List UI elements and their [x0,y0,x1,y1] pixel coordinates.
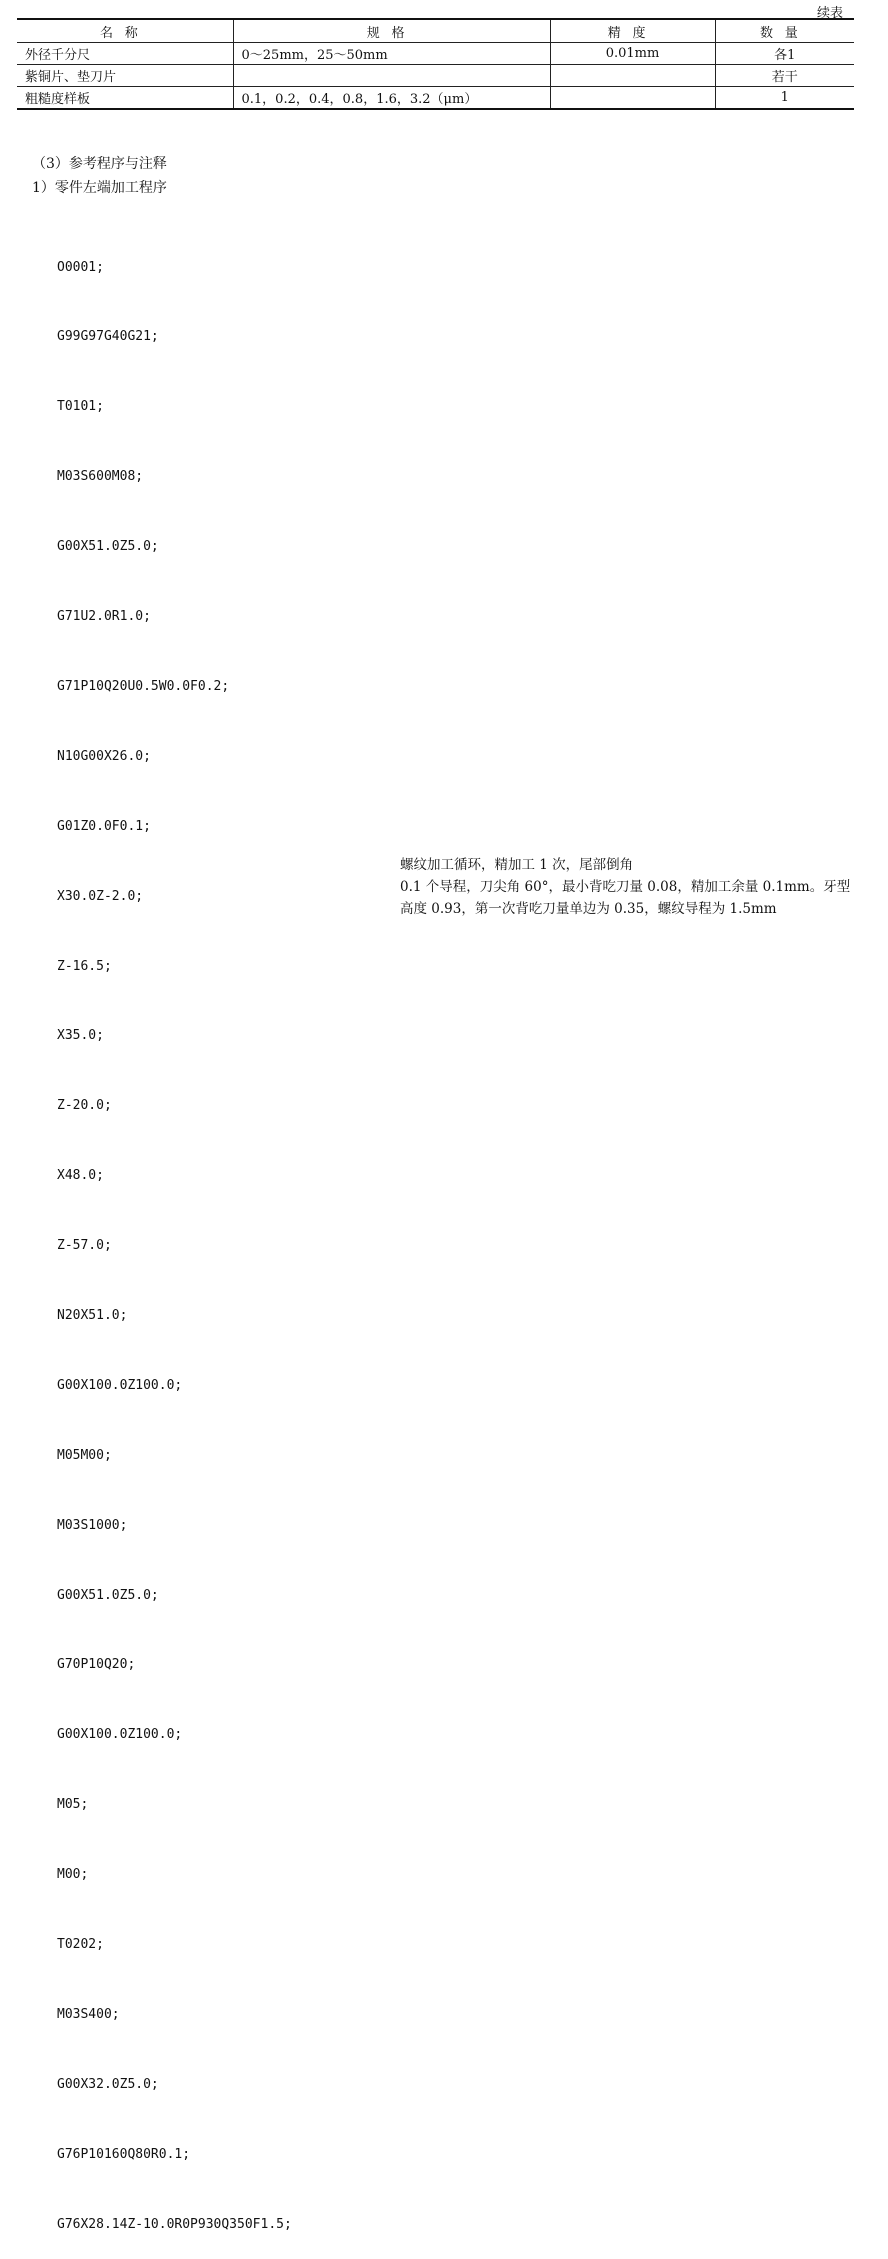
code-line: Z-57.0; [57,1238,112,1254]
code-line: G00X32.0Z5.0; [57,2076,159,2092]
header-name: 名称 [17,19,233,43]
code-line: G99G97G40G21; [57,329,159,345]
code-line: T0101; [57,399,104,415]
table-row [17,87,854,110]
code-line: X30.0Z-2.0; [57,888,144,904]
table-row [17,65,854,87]
code-line: Z-20.0; [57,1098,112,1114]
cell-spec: 0～25mm，25～50mm [233,43,550,65]
cell-spec [233,65,550,87]
code-line: G71P10Q20U0.5W0.0F0.2; [57,678,230,694]
code-line: G76X28.14Z-10.0R0P930Q350F1.5; [57,2216,292,2232]
code-line: G71U2.0R1.0; [57,609,151,625]
code-line: G00X100.0Z100.0; [57,1727,183,1743]
cell-precision [550,87,715,110]
table-row [17,43,854,65]
cell-precision [550,65,715,87]
code-line: G00X51.0Z5.0; [57,1587,159,1603]
cell-spec: 0.1，0.2，0.4，0.8，1.6，3.2（μm） [233,87,550,110]
code-line: M03S1000; [57,1517,128,1533]
code-line: M03S400; [57,2006,120,2022]
code-line: M05; [57,1797,89,1813]
code-line: G00X100.0Z100.0; [57,1377,183,1393]
cell-name: 外径千分尺 [17,43,233,65]
cell-quantity: 若干 [715,65,854,87]
section-heading: （3）参考程序与注释 [32,156,167,172]
code-line: X35.0; [57,1028,104,1044]
table-header-row [17,19,854,43]
annotation-line: 螺纹加工循环，精加工 1 次，尾部倒角 [400,857,634,873]
code-line: T0202; [57,1936,104,1952]
code-line: M05M00; [57,1447,112,1463]
code-line: M03S600M08; [57,469,144,485]
code-line: G00X51.0Z5.0; [57,539,159,555]
code-line: N20X51.0; [57,1307,128,1323]
cell-name: 紫铜片、垫刀片 [17,65,233,87]
cell-name: 粗糙度样板 [17,87,233,110]
header-precision: 精度 [550,19,715,43]
code-line: Z-16.5; [57,958,112,974]
code-line: M00; [57,1867,89,1883]
annotation-line: 0.1 个导程，刀尖角 60°，最小背吃刀量 0.08，精加工余量 0.1mm。牙型高度 0.93，第一次背吃刀量单边为 0.35，螺纹导程为 1.5mm [400,879,851,917]
code-line: G01Z0.0F0.1; [57,818,151,834]
continued-table-label: 续表 [816,6,843,21]
code-line: G76P10160Q80R0.1; [57,2146,191,2162]
code-line: O0001; [57,259,104,275]
cell-quantity: 1 [715,87,854,110]
sub-heading: 1）零件左端加工程序 [32,180,167,196]
tool-spec-table [17,18,854,110]
header-quantity: 数量 [715,19,854,43]
code-annotation [400,854,858,920]
code-line: X48.0; [57,1168,104,1184]
program-code-block [57,209,292,2259]
cell-quantity: 各1 [715,43,854,65]
cell-precision: 0.01mm [550,43,715,65]
header-spec: 规格 [233,19,550,43]
code-line: G70P10Q20; [57,1657,136,1673]
code-line: N10G00X26.0; [57,748,151,764]
